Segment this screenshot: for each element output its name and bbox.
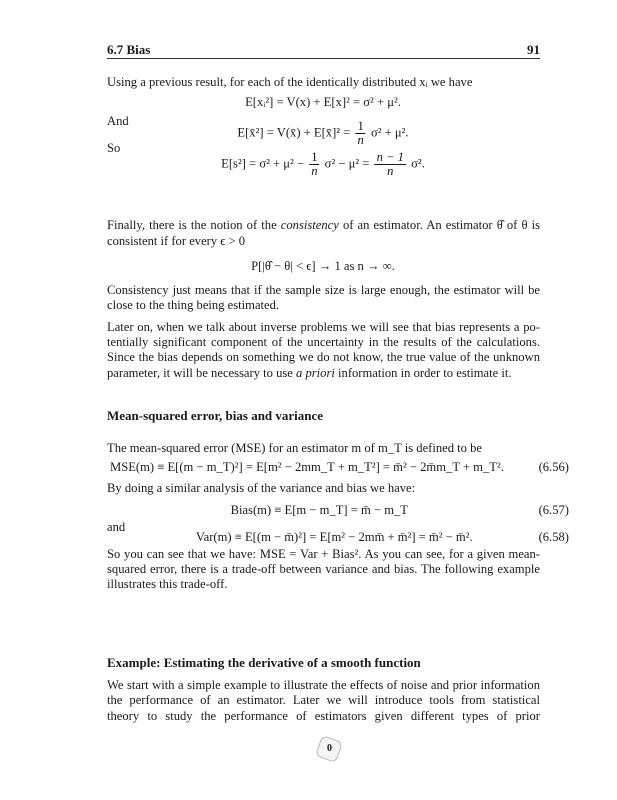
paragraph-line <box>107 366 540 381</box>
eq-part: E[s²] = σ² + μ² − <box>221 156 305 171</box>
equation-e-xi-squared: E[xᵢ²] = V(x) + E[x]² = σ² + μ². <box>245 95 401 109</box>
emphasis: consistency <box>280 218 339 232</box>
equation-number: (6.58) <box>538 530 569 544</box>
text: parameter, it will be necessary to use <box>107 366 297 380</box>
numerator: n − 1 <box>376 150 404 164</box>
equation-number: (6.57) <box>538 503 569 517</box>
paragraph-line: Since the bias depends on something we do not know, the true value of the unknown <box>107 350 540 364</box>
fraction <box>375 151 406 178</box>
section-title: 6.7 Bias <box>107 42 151 57</box>
paragraph-line: illustrates this trade-off. <box>107 577 228 591</box>
numerator: 1 <box>357 119 364 133</box>
numerator: 1 <box>311 150 318 164</box>
page-number: 91 <box>527 42 540 57</box>
page-indicator-badge[interactable] <box>315 735 343 763</box>
denominator: n <box>311 164 318 178</box>
eq-part: E[x̄²] = V(x̄) + E[x̄]² = <box>237 125 351 140</box>
paragraph-line: We start with a simple example to illustrate the effects of noise and prior information <box>107 678 540 692</box>
paragraph-line: theory to study the performance of estimators given different types of prior <box>107 709 540 723</box>
paragraph-intro: Using a previous result, for each of the identically distributed xᵢ we have <box>107 75 473 89</box>
running-header <box>107 42 540 57</box>
section-heading-example: Example: Estimating the derivative of a smooth function <box>107 655 421 670</box>
paragraph-line: Later on, when we talk about inverse problems we will see that bias represents a po- <box>107 320 540 334</box>
text-and: And <box>107 114 129 128</box>
text-so: So <box>107 141 121 155</box>
equation-row-variance <box>140 530 569 545</box>
emphasis: a priori <box>296 366 335 380</box>
section-heading-mse: Mean-squared error, bias and variance <box>107 408 324 423</box>
text: Finally, there is the notion of the <box>107 218 281 232</box>
paragraph-line: So you can see that we have: MSE = Var + Bias². As you can see, for a given mean- <box>107 547 540 561</box>
eq-part: σ². <box>411 156 425 171</box>
fraction <box>309 151 319 178</box>
text-and: and <box>107 520 126 534</box>
eq-part: σ² + μ². <box>370 125 409 140</box>
fraction <box>355 120 365 147</box>
equation-e-s-squared <box>221 151 425 178</box>
paragraph-line: Consistency just means that if the sample size is large enough, the estimator will be <box>107 283 540 297</box>
paragraph-line: the performance of an estimator. Later we will introduce tools from statistical <box>107 693 540 707</box>
paragraph-line: squared error, there is a trade-off between variance and bias. The following example <box>107 562 540 576</box>
eq-part: σ² − μ² = <box>324 156 370 171</box>
equation-mse: MSE(m) ≡ E[(m − m_T)²] = E[m² − 2mm_T + m_T²] = m̄² − 2m̄m_T + m_T². <box>110 460 504 474</box>
paragraph-consistency-line2: consistent if for every ϵ > 0 <box>107 234 246 248</box>
equation-row-bias <box>110 503 569 518</box>
denominator: n <box>357 133 364 147</box>
denominator: n <box>387 164 394 178</box>
paragraph-bias-intro: By doing a similar analysis of the variance and bias we have: <box>107 481 416 495</box>
header-rule <box>107 58 540 59</box>
badge-label: 0 <box>326 743 332 754</box>
paragraph-line: close to the thing being estimated. <box>107 298 280 312</box>
equation-e-xbar-squared <box>237 120 408 147</box>
paragraph-mse-intro: The mean-squared error (MSE) for an estimator m of m_T is defined to be <box>107 441 483 455</box>
equation-number: (6.56) <box>538 460 569 474</box>
equation-variance: Var(m) ≡ E[(m − m̄)²] = E[m² − 2mm̄ + m̄²] = m̄² − m̄². <box>195 530 473 544</box>
equation-bias: Bias(m) ≡ E[m − m_T] = m̄ − m_T <box>230 503 408 517</box>
text: of an estimator. An estimator θ̂ of θ is <box>338 218 540 232</box>
paragraph-line: tentially significant component of the uncertainty in the results of the calculations. <box>107 335 540 349</box>
equation-consistency: P[|θ̂ − θ| < ϵ] → 1 as n → ∞. <box>251 259 395 273</box>
equation-row-mse <box>110 460 569 475</box>
text: information in order to estimate it. <box>334 366 512 380</box>
paragraph-consistency-line1 <box>107 218 540 233</box>
